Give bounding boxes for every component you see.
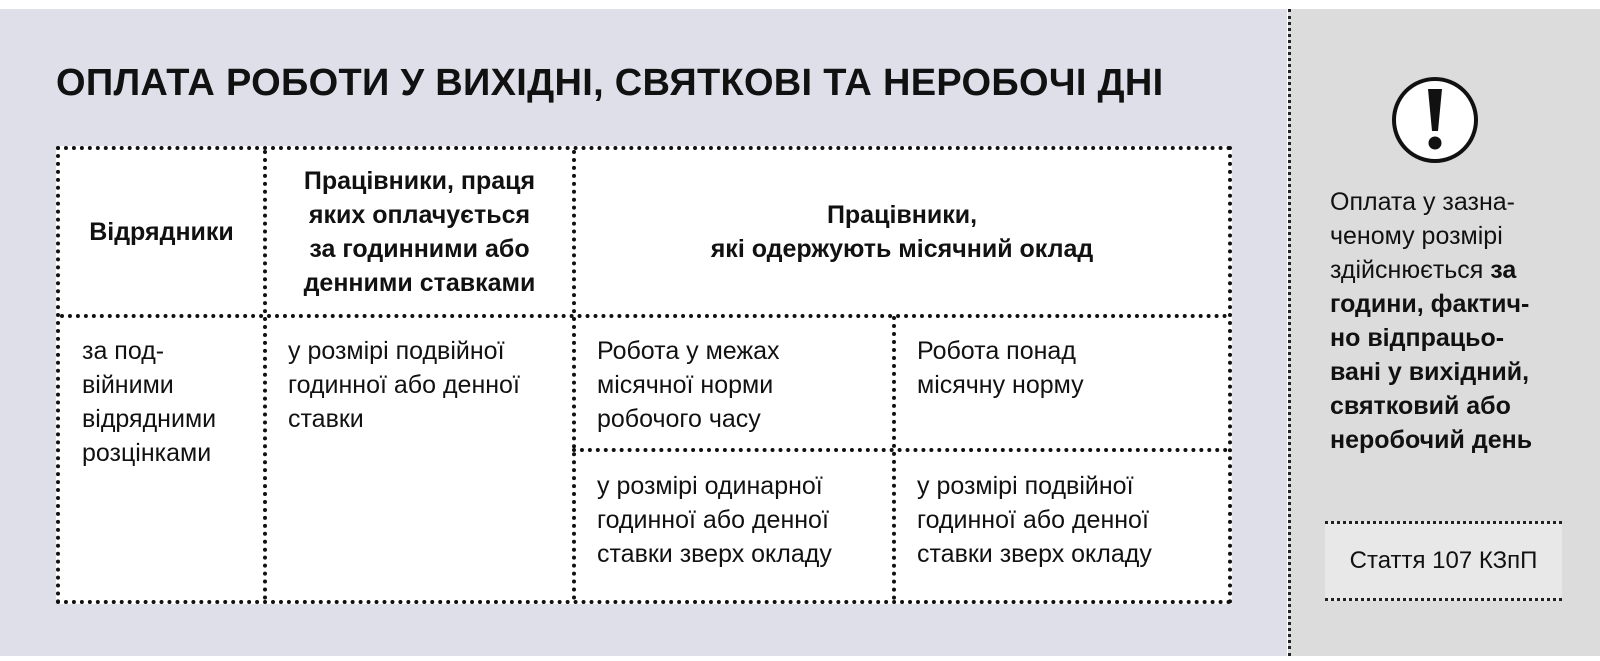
exclamation-glyph bbox=[1415, 87, 1455, 153]
article-reference: Стаття 107 КЗпП bbox=[1325, 521, 1562, 601]
cell-piece-workers-pay: за под- війними відрядними розцінками bbox=[82, 337, 217, 467]
header-hourly-daily: Працівники, праця яких оплачується за годинними або денними ставками bbox=[303, 167, 536, 297]
header-monthly-salary: Працівники, які одержують місячний оклад bbox=[710, 201, 1094, 263]
payment-note bbox=[1330, 185, 1580, 457]
payment-note-plain: Оплата у зазна- ченому розмірі здійснюється bbox=[1330, 188, 1515, 284]
cell-hourly-daily-pay: у розмірі подвійної годинної або денної ставки bbox=[288, 337, 520, 433]
pay-table bbox=[56, 146, 1232, 604]
cell-within-norm-label: Робота у межах місячної норми робочого часу bbox=[597, 337, 780, 433]
header-piece-workers: Відрядники bbox=[89, 218, 234, 246]
table-divider bbox=[892, 316, 896, 600]
cell-over-norm-pay: у розмірі подвійної годинної або денної ставки зверх окладу bbox=[917, 472, 1152, 568]
cell-within-norm-pay: у розмірі одинарної годинної або денної ставки зверх окладу bbox=[597, 472, 832, 568]
cell-over-norm-label: Робота понад місячну норму bbox=[917, 337, 1084, 399]
page-title: ОПЛАТА РОБОТИ У ВИХІДНІ, СВЯТКОВІ ТА НЕРОБОЧІ ДНІ bbox=[56, 62, 1164, 104]
payment-note-bold: за години, фактич- но відпрацьо- вані у вихідний, святковий або неробочий день bbox=[1330, 256, 1533, 454]
exclamation-icon bbox=[1392, 77, 1478, 163]
table-divider bbox=[572, 448, 1228, 452]
table-divider bbox=[60, 314, 1228, 318]
